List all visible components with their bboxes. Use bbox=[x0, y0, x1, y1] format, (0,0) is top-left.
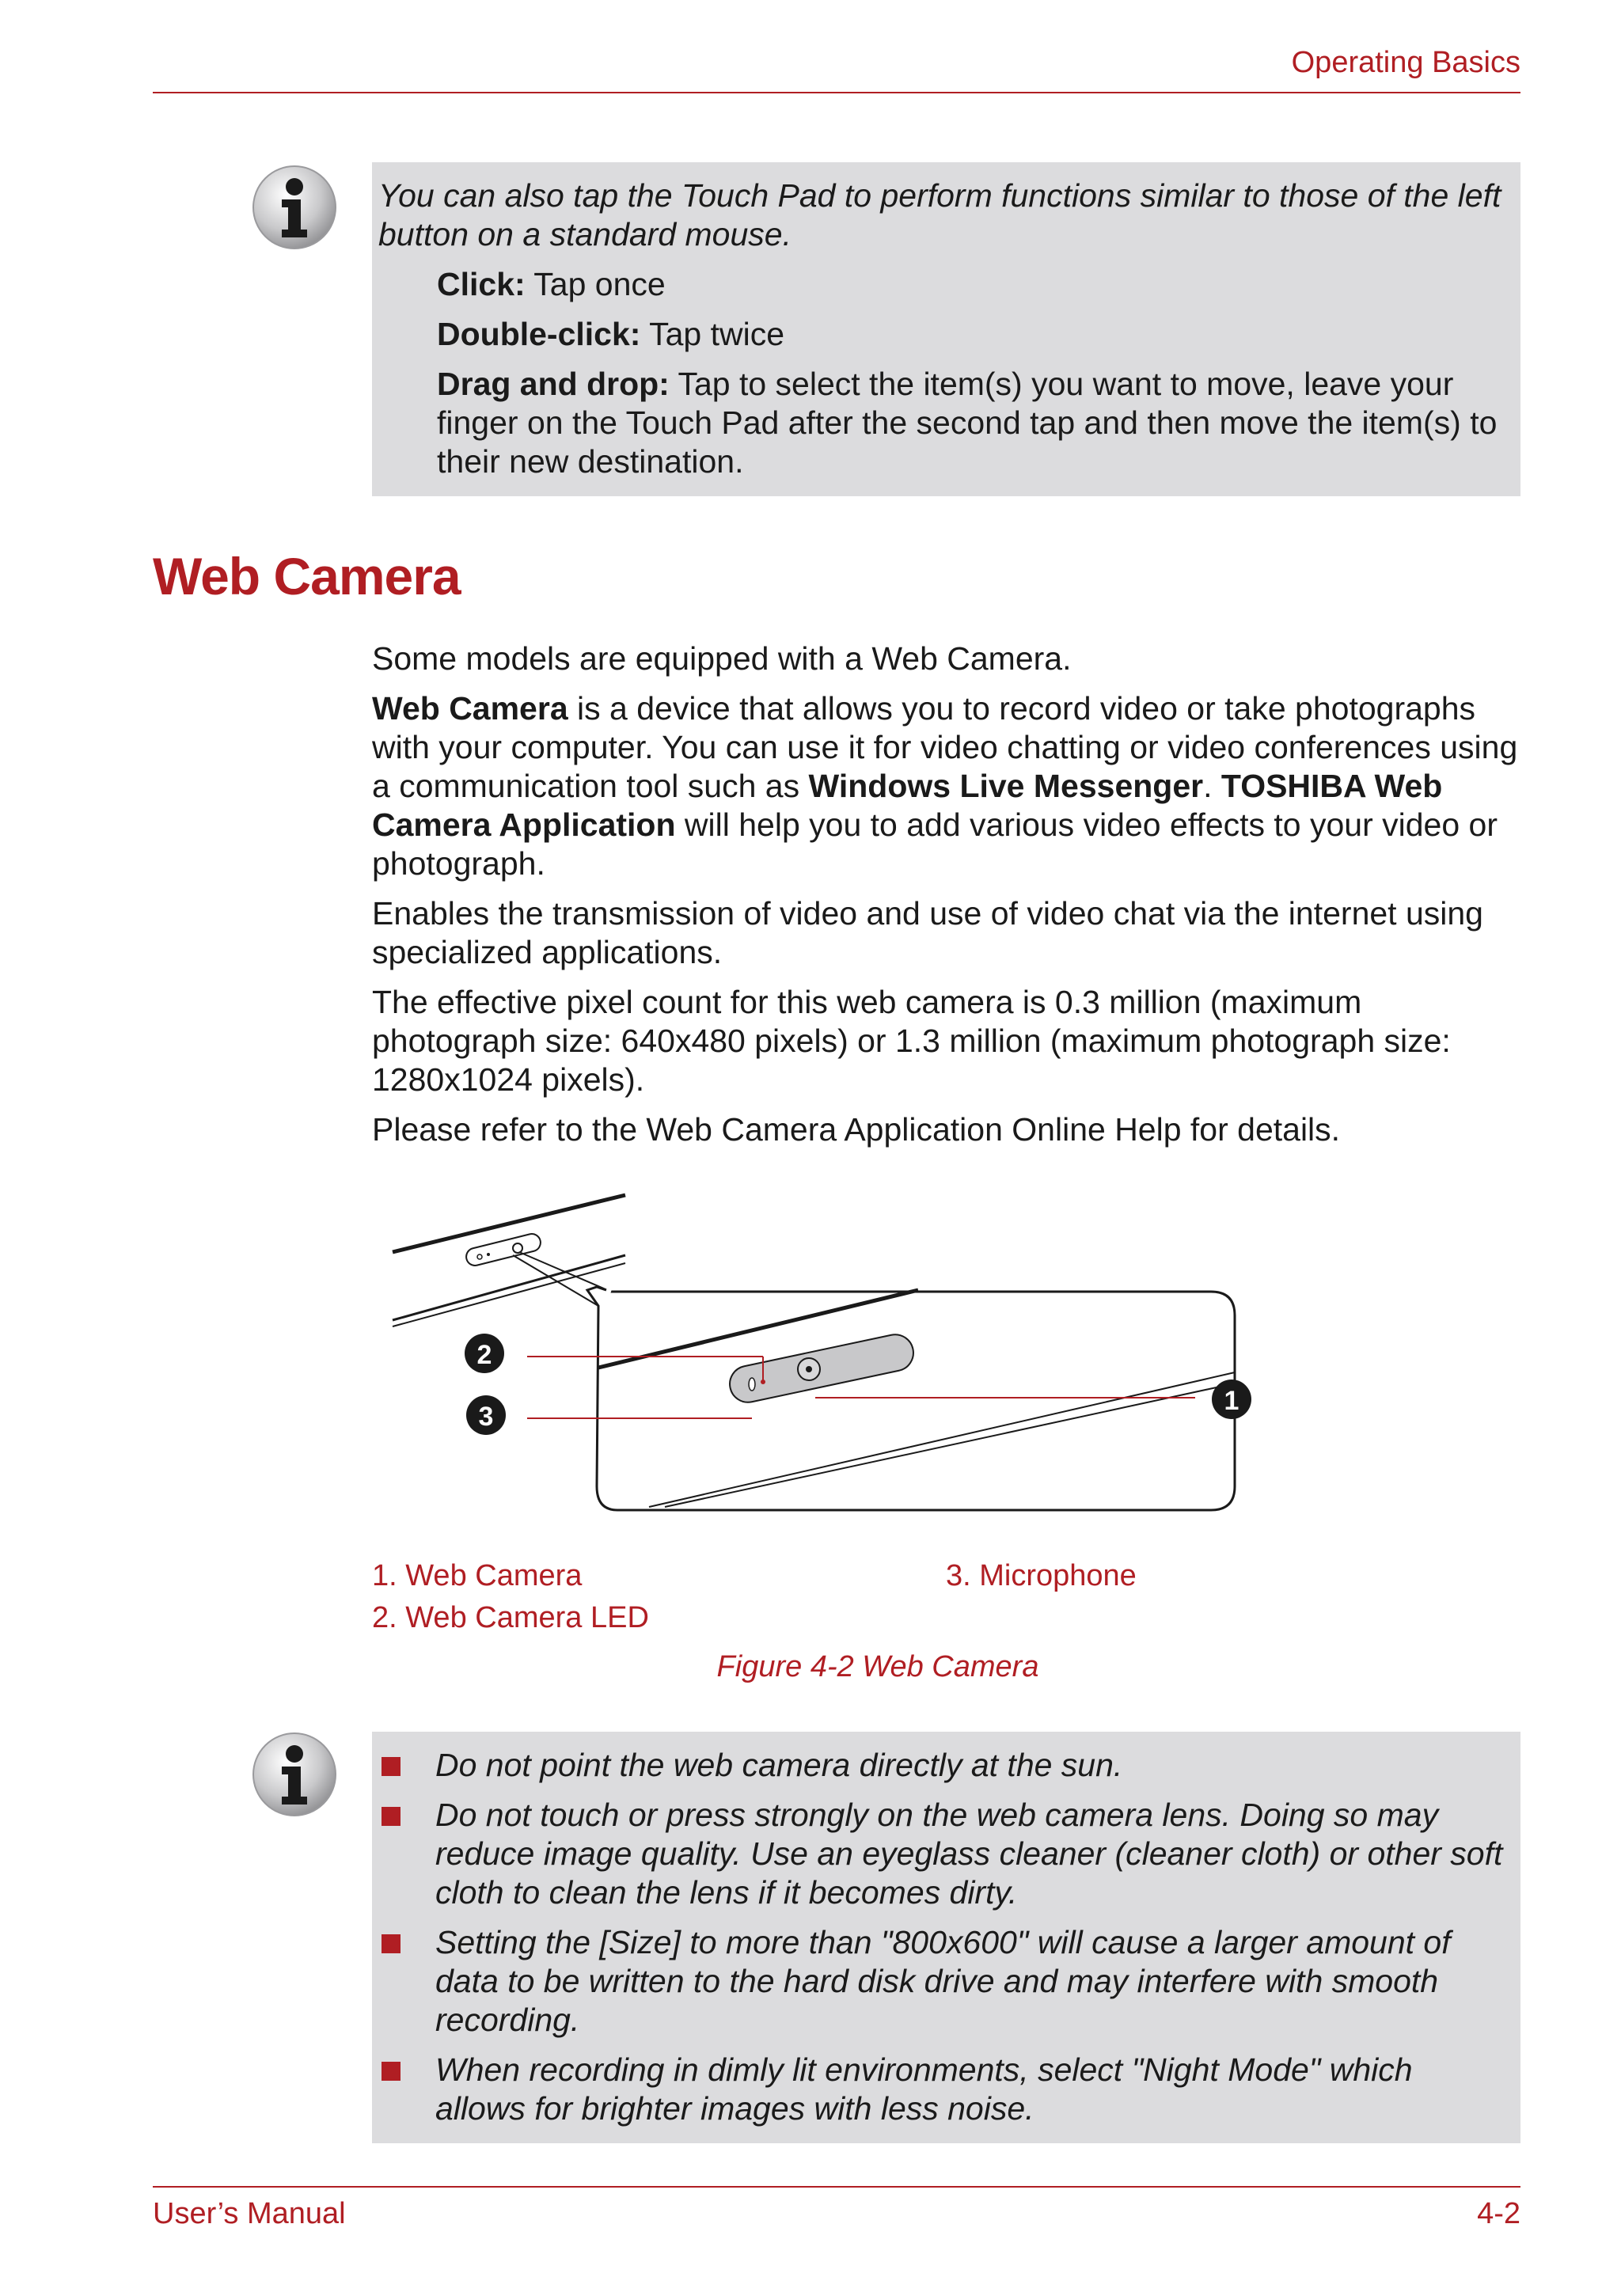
legend-item-web-camera: 1. Web Camera bbox=[372, 1559, 583, 1592]
paragraph-4: The effective pixel count for this web camera is 0.3 million (maximum photograph size: 640x480 pixels) or 1.3 million (maximum photograph size: 1280x1024 pixels). bbox=[372, 984, 1451, 1098]
section-body bbox=[372, 639, 1520, 1160]
note-item-double-click: Double-click: Tap twice bbox=[437, 316, 784, 352]
list-item: Do not point the web camera directly at the sun. bbox=[377, 1746, 1508, 1785]
paragraph-5: Please refer to the Web Camera Application Online Help for details. bbox=[372, 1111, 1341, 1148]
caution-list bbox=[377, 1746, 1508, 2128]
legend-item-microphone: 3. Microphone bbox=[946, 1559, 1137, 1592]
paragraph-1: Some models are equipped with a Web Camera. bbox=[372, 640, 1072, 677]
web-camera-figure bbox=[372, 1171, 1520, 1528]
red-square-bullet-icon bbox=[382, 1757, 401, 1776]
svg-text:2: 2 bbox=[476, 1340, 492, 1370]
callout-3 bbox=[466, 1395, 506, 1435]
info-icon bbox=[250, 163, 339, 252]
section-heading: Web Camera bbox=[153, 547, 461, 605]
note-box-web-camera-cautions bbox=[372, 1732, 1520, 2143]
list-item: When recording in dimly lit environments, select "Night Mode" which allows for brighter images with less noise. bbox=[377, 2051, 1508, 2128]
svg-text:3: 3 bbox=[478, 1402, 494, 1432]
small-camera-strip-icon bbox=[465, 1232, 542, 1268]
legend-item-web-camera-led: 2. Web Camera LED bbox=[372, 1601, 649, 1634]
list-item: Setting the [Size] to more than "800x600" will cause a larger amount of data to be written to the hard disk drive and may interfere with smooth recording. bbox=[377, 1923, 1508, 2040]
figure-caption: Figure 4-2 Web Camera bbox=[716, 1650, 1039, 1683]
note-box-touchpad bbox=[372, 162, 1520, 496]
page-footer bbox=[153, 2186, 1520, 2230]
footer-manual-name: User’s Manual bbox=[153, 2197, 346, 2230]
paragraph-2: Web Camera is a device that allows you to record video or take photographs with your computer. You can use it for video chatting or video conferences using a communication tool such as Windows Live Messenger. TOSHIBA Web Camera Application will help you to add various video effects to your video or photograph. bbox=[372, 690, 1518, 882]
note-intro: You can also tap the Touch Pad to perform functions similar to those of the left button on a standard mouse. bbox=[378, 177, 1501, 252]
note-item-drag-and-drop: Drag and drop: Tap to select the item(s) you want to move, leave your finger on the Touch Pad after the second tap and then move the item(s) to their new destination. bbox=[437, 366, 1498, 480]
page-header bbox=[153, 46, 1520, 93]
red-square-bullet-icon bbox=[382, 1934, 401, 1953]
list-item: Do not touch or press strongly on the web camera lens. Doing so may reduce image quality. Use an eyeglass cleaner (cleaner cloth) or other soft cloth to clean the lens if it becomes dirty. bbox=[377, 1796, 1508, 1912]
red-square-bullet-icon bbox=[382, 2062, 401, 2081]
note-item-click: Click: Tap once bbox=[437, 266, 666, 302]
section-title: Operating Basics bbox=[1291, 46, 1520, 79]
paragraph-3: Enables the transmission of video and use of video chat via the internet using specialized applications. bbox=[372, 895, 1483, 970]
svg-text:1: 1 bbox=[1224, 1386, 1239, 1416]
red-square-bullet-icon bbox=[382, 1807, 401, 1826]
info-icon bbox=[250, 1730, 339, 1819]
callout-2 bbox=[465, 1334, 504, 1373]
page-number: 4-2 bbox=[1477, 2197, 1520, 2230]
callout-1 bbox=[1212, 1379, 1251, 1419]
